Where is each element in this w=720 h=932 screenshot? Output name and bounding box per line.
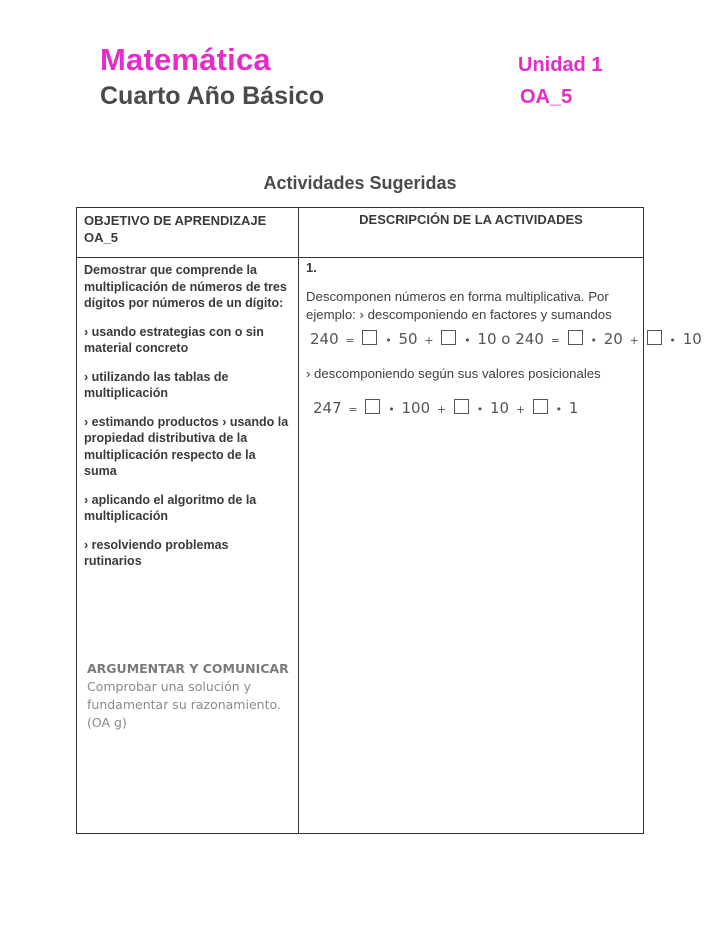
objective-item: › resolviendo problemas rutinarios xyxy=(84,537,229,568)
plus-sign: + xyxy=(424,334,434,347)
plus-sign: + xyxy=(629,334,639,347)
positional-decomposition-formula xyxy=(313,399,578,417)
objective-column-header: OBJETIVO DE APRENDIZAJE OA_5 xyxy=(84,213,267,245)
formula-number: 240 xyxy=(310,330,339,348)
equals-sign: = xyxy=(348,403,358,416)
formula-or: o xyxy=(501,330,511,348)
answer-box xyxy=(533,399,548,414)
factor-decomposition-formula xyxy=(310,330,702,348)
equals-sign: = xyxy=(345,334,355,347)
objective-cell xyxy=(84,262,289,582)
times-sign: • xyxy=(669,334,676,347)
plus-sign: + xyxy=(515,403,526,416)
formula-number: 20 xyxy=(603,330,623,348)
column-divider xyxy=(298,208,299,833)
formula-number: 100 xyxy=(401,399,431,417)
formula-number: 50 xyxy=(398,330,418,348)
equals-sign: = xyxy=(550,334,560,347)
argument-title: ARGUMENTAR Y COMUNICAR xyxy=(87,661,289,676)
formula-number: 247 xyxy=(313,399,342,417)
grade-title: Cuarto Año Básico xyxy=(100,82,325,110)
answer-box xyxy=(568,330,583,345)
times-sign: • xyxy=(590,334,597,347)
argument-line: (OA g) xyxy=(87,715,127,730)
positional-decomposition-text: › descomponiendo según sus valores posicionales xyxy=(306,366,601,381)
unit-label: Unidad 1 xyxy=(518,54,603,76)
times-sign: • xyxy=(555,403,563,416)
formula-number: 240 xyxy=(515,330,544,348)
subject-title: Matemática xyxy=(100,42,271,77)
argument-line: fundamentar su razonamiento. xyxy=(87,697,281,712)
objective-item: › usando estrategias con o sin material concreto xyxy=(84,324,264,355)
answer-box xyxy=(454,399,469,414)
answer-box xyxy=(441,330,456,345)
times-sign: • xyxy=(388,403,395,416)
activity-number: 1. xyxy=(306,260,317,275)
formula-number: 10 xyxy=(477,330,497,348)
header-divider xyxy=(77,257,643,258)
objective-item: › estimando productos › usando la propiedad distributiva de la multiplicación respecto de la suma xyxy=(84,414,289,478)
section-title: Actividades Sugeridas xyxy=(263,173,457,193)
plus-sign: + xyxy=(436,403,447,416)
formula-number: 10 xyxy=(489,399,510,417)
formula-number: 10 xyxy=(682,330,702,348)
answer-box xyxy=(365,399,380,414)
formula-number: 1 xyxy=(568,399,579,417)
times-sign: • xyxy=(385,334,392,347)
argument-box xyxy=(87,660,292,732)
description-column-header: DESCRIPCIÓN DE LA ACTIVIDADES xyxy=(359,212,583,227)
times-sign: • xyxy=(476,403,484,416)
activity-intro: Descomponen números en forma multiplicativa. Por ejemplo: › descomponiendo en factores y sumandos xyxy=(306,289,612,322)
oa-label: OA_5 xyxy=(520,86,573,108)
objective-item: › aplicando el algoritmo de la multiplicación xyxy=(84,492,257,523)
answer-box xyxy=(362,330,377,345)
objective-item: › utilizando las tablas de multiplicación xyxy=(84,369,229,400)
objective-intro: Demostrar que comprende la multiplicación de números de tres dígitos por números de un dígito: xyxy=(84,263,287,310)
activities-table xyxy=(76,207,702,834)
argument-line: Comprobar una solución y xyxy=(87,679,252,694)
times-sign: • xyxy=(464,334,471,347)
answer-box xyxy=(647,330,662,345)
